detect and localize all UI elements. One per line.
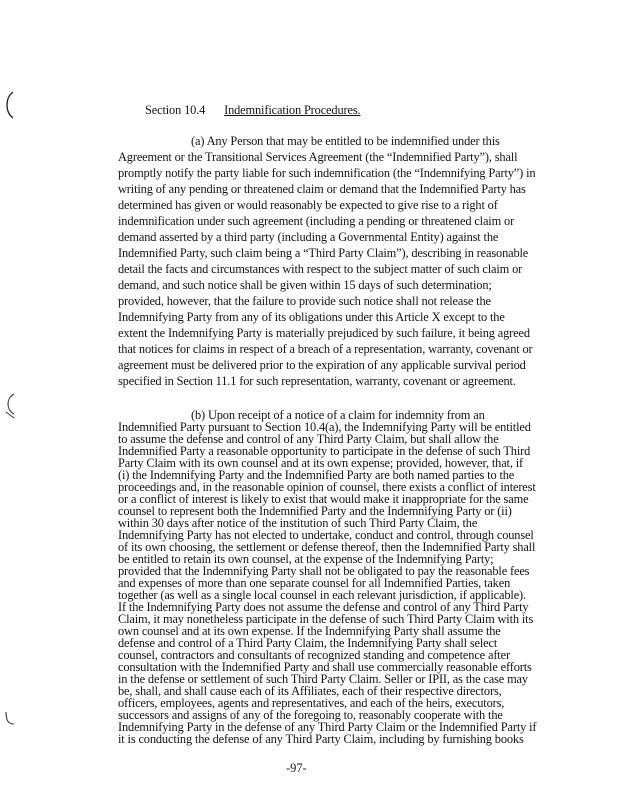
paragraph-a-line: indemnification under such agreement (including a pending or threatened claim or (118, 214, 515, 228)
paragraph-b-line: proceedings and, in the reasonable opinion of counsel, there exists a conflict of interest (118, 480, 536, 494)
paragraph-b-line: consultation with the Indemnified Party and shall use commercially reasonable efforts (118, 660, 532, 674)
paragraph-a-line: demand, and such notice shall be given within 15 days of such determination; (118, 278, 492, 292)
section-title: Indemnification Procedures. (224, 103, 361, 117)
margin-scan-mark-2 (2, 390, 16, 420)
paragraph-a-line: Indemnified Party, such claim being a “Third Party Claim”), describing in reasonable (118, 246, 529, 260)
paragraph-a-line: specified in Section 11.1 for such representation, warranty, covenant or agreement. (118, 374, 516, 388)
paragraph-a-line: demand asserted by a third party (including a Governmental Entity) against the (118, 230, 499, 244)
paragraph-b-line: Indemnifying Party in the defense of any Third Party Claim or the Indemnified Party if (118, 720, 537, 734)
paragraph-a-line: that notices for claims in respect of a breach of a representation, warranty, covenant or (118, 342, 533, 356)
paragraph-b-line: of its own choosing, the settlement or defense thereof, then the Indemnified Party shall (118, 540, 536, 554)
paragraph-b-line: in the defense or settlement of such Third Party Claim. Seller or IPII, as the case may (118, 672, 528, 686)
paragraph-b-line: Indemnifying Party has not elected to undertake, conduct and control, through counsel (118, 528, 534, 542)
paragraph-a-line: Agreement or the Transitional Services Agreement (the “Indemnified Party”), shall (118, 150, 518, 164)
paragraph-a-line: detail the facts and circumstances with respect to the subject matter of such claim or (118, 262, 523, 276)
paragraph-b-line: Party Claim with its own counsel and at its own expense; provided, however, that, if (118, 456, 524, 470)
paragraph-b-line: successors and assigns of any of the foregoing to, reasonably cooperate with the (118, 708, 503, 722)
paragraph-b-line: own counsel and at its own expense. If the Indemnifying Party shall assume the (118, 624, 501, 638)
paragraph-b-line: or a conflict of interest is likely to exist that would make it inappropriate for the same (118, 492, 529, 506)
paragraph-b-line: and expenses of more than one separate counsel for all Indemnified Parties, taken (118, 576, 511, 590)
paragraph-a-line: extent the Indemnifying Party is materially prejudiced by such failure, it being agreed (118, 326, 530, 340)
paragraph-b-line: If the Indemnifying Party does not assume the defense and control of any Third Party (118, 600, 529, 614)
paragraph-a-line: (a) Any Person that may be entitled to be indemnified under this (191, 134, 500, 148)
paragraph-b-line: counsel, contractors and consultants of recognized standing and competence after (118, 648, 510, 662)
section-number: Section 10.4 (145, 103, 206, 117)
paragraph-a-line: determined has given or would reasonably be expected to give rise to a right of (118, 198, 498, 212)
paragraph-b-line: Claim, it may nonetheless participate in the defense of such Third Party Claim with its (118, 612, 534, 626)
margin-scan-mark-3 (2, 706, 16, 736)
paragraph-b-line: within 30 days after notice of the institution of such Third Party Claim, the (118, 516, 478, 530)
paragraph-b-line: (b) Upon receipt of a notice of a claim for indemnity from an (191, 408, 485, 422)
paragraph-b-line: it is conducting the defense of any Third Party Claim, including by furnishing books (118, 732, 524, 746)
paragraph-b-line: to assume the defense and control of any Third Party Claim, but shall allow the (118, 432, 499, 446)
paragraph-b-line: together (as well as a single local counsel in each relevant jurisdiction, if applicable). (118, 588, 526, 602)
paragraph-b-line: be, shall, and shall cause each of its Affiliates, each of their respective directors, (118, 684, 502, 698)
paragraph-a-line: provided, however, that the failure to provide such notice shall not release the (118, 294, 491, 308)
paragraph-a-line: Indemnifying Party from any of its obligations under this Article X except to the (118, 310, 505, 324)
paragraph-b-line: provided that the Indemnifying Party shall not be obligated to pay the reasonable fees (118, 564, 530, 578)
section-heading (145, 102, 360, 118)
paragraph-a-line: writing of any pending or threatened claim or demand that the Indemnified Party has (118, 182, 526, 196)
paragraph-b-line: defense and control of a Third Party Claim, the Indemnifying Party shall select (118, 636, 498, 650)
paragraph-b-line: (i) the Indemnifying Party and the Indemnified Party are both named parties to the (118, 468, 515, 482)
paragraph-a-line: promptly notify the party liable for such indemnification (the “Indemnifying Party”) in (118, 166, 536, 180)
paragraph-b-line: counsel to represent both the Indemnified Party and the Indemnifying Party or (ii) (118, 504, 512, 518)
paragraph-a-line: agreement must be delivered prior to the expiration of any applicable survival period (118, 358, 526, 372)
paragraph-b-line: Indemnified Party a reasonable opportunity to participate in the defense of such Third (118, 444, 531, 458)
page-number: -97- (286, 761, 307, 775)
paragraph-b-line: be entitled to retain its own counsel, at the expense of the Indemnifying Party; (118, 552, 494, 566)
paragraph-b-line: officers, employees, agents and representatives, and each of the heirs, executors, (118, 696, 505, 710)
margin-scan-mark-1 (2, 90, 16, 120)
paragraph-b-line: Indemnified Party pursuant to Section 10.4(a), the Indemnifying Party will be entitled (118, 420, 531, 434)
